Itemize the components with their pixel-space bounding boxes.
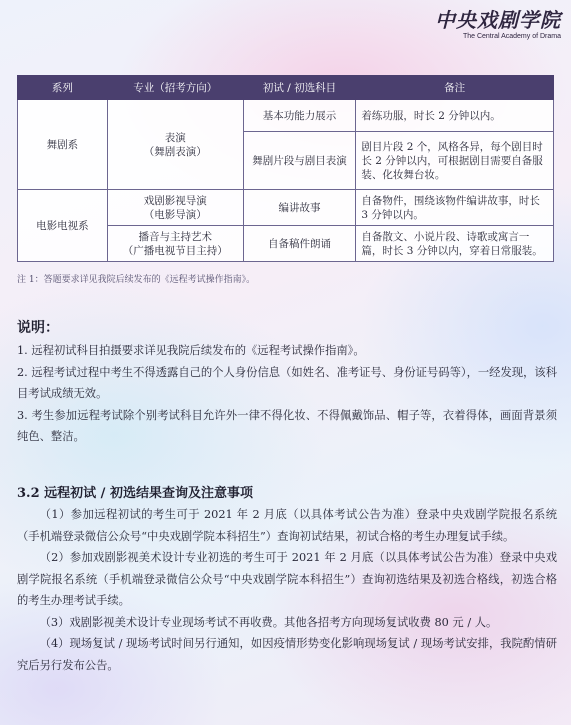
major-name: 表演	[164, 131, 186, 144]
section-paragraph: （3）戏剧影视美术设计专业现场考试不再收费。其他各招考方向现场复试收费 80 元 / 人。	[39, 615, 498, 629]
major-name: 戏剧影视导演	[143, 194, 207, 207]
section-heading: 3.2 远程初试 / 初选结果查询及注意事项	[17, 486, 253, 501]
logo-chinese-name: 中央戏剧学院	[435, 8, 561, 32]
subject-cell: 编讲故事	[243, 190, 356, 226]
subject-cell: 舞剧片段与剧目表演	[243, 132, 356, 190]
explain-item: 3. 考生参加远程考试除个别考试科目允许外一律不得化妆、不得佩戴饰品、帽子等，衣着得体，画面背景须纯色、整洁。	[17, 409, 557, 443]
major-name: 播音与主持艺术	[138, 230, 212, 243]
table-row	[18, 100, 554, 132]
table-footnote: 注 1：答题要求详见我院后续发布的《远程考试操作指南》。	[17, 275, 256, 285]
explain-item: 1. 远程初试科目拍摄要求详见我院后续发布的《远程考试操作指南》。	[17, 344, 365, 357]
explain-list	[17, 340, 557, 448]
major-direction: （电影导演）	[143, 208, 207, 221]
logo	[361, 8, 561, 42]
exam-subjects-table	[17, 75, 554, 262]
section-paragraph: （4）现场复试 / 现场考试时间另行通知，如因疫情形势变化影响现场复试 / 现场考试安排，我院酌情研究后另行发布公告。	[17, 637, 557, 672]
note-cell: 剧目片段 2 个，风格各异，每个剧目时长 2 分钟以内，可根据剧目需要自备服装、化妆舞台妆。	[356, 132, 554, 190]
logo-english-name: The Central Academy of Drama	[462, 33, 561, 40]
subject-cell: 基本功能力展示	[243, 100, 356, 132]
major-cell	[107, 190, 243, 226]
header-note: 备注	[356, 76, 554, 100]
explain-item: 2. 远程考试过程中考生不得透露自己的个人身份信息（如姓名、准考证号、身份证号码等），一经发现，该科目考试成绩无效。	[17, 366, 557, 400]
header-subject: 初试 / 初选科目	[243, 76, 356, 100]
section-paragraph: （1）参加远程初试的考生可于 2021 年 2 月底（以具体考试公告为准）登录中央戏剧学院报名系统（手机端登录微信公众号“中央戏剧学院本科招生”）查询初试结果，初试合格的考生办理复试手续。	[17, 508, 557, 543]
note-cell: 自备物件，围绕该物件编讲故事，时长 3 分钟以内。	[356, 190, 554, 226]
series-cell: 舞剧系	[18, 100, 108, 190]
table-row	[18, 190, 554, 226]
series-cell: 电影电视系	[18, 190, 108, 262]
note-cell: 自备散文、小说片段、诗歌或寓言一篇，时长 3 分钟以内，穿着日常服装。	[356, 226, 554, 262]
major-cell	[107, 100, 243, 190]
section-paragraph: （2）参加戏剧影视美术设计专业初选的考生可于 2021 年 2 月底（以具体考试公告为准）登录中央戏剧学院报名系统（手机端登录微信公众号“中央戏剧学院本科招生”）查询初选结果及初选合格线，初选合格的考生办理考试手续。	[17, 551, 557, 607]
note-cell: 着练功服，时长 2 分钟以内。	[356, 100, 554, 132]
header-series: 系列	[18, 76, 108, 100]
header-major: 专业（招考方向）	[107, 76, 243, 100]
table-header-row	[18, 76, 554, 100]
major-cell	[107, 226, 243, 262]
section-paragraphs	[17, 504, 557, 676]
subject-cell: 自备稿件朗诵	[243, 226, 356, 262]
major-direction: （舞剧表演）	[143, 145, 207, 158]
explain-heading: 说明：	[17, 320, 59, 336]
major-direction: （广播电视节目主持）	[122, 244, 228, 257]
